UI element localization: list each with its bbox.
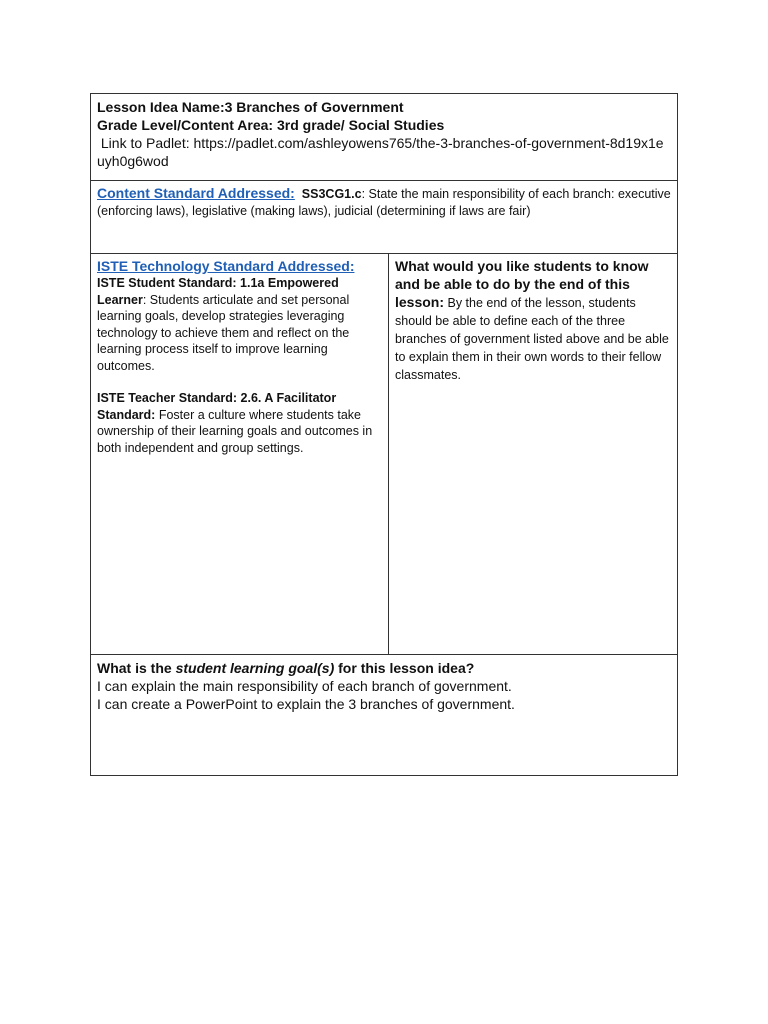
learning-goal-emphasis: student learning goal(s)	[175, 660, 335, 676]
lesson-plan-table	[90, 93, 678, 776]
learning-goal-cell	[91, 655, 678, 776]
iste-teacher-label: ISTE Teacher Standard: 2.6. A Facilitator Standard:	[97, 391, 337, 422]
content-standard-paragraph	[97, 185, 671, 219]
header-cell	[91, 94, 678, 181]
header-row	[91, 94, 678, 181]
objective-answer: By the end of the lesson, students should be able to define each of the three branches of government listed above and be able to explain them in their own words to their fellow classmates.	[395, 296, 669, 382]
iste-row	[91, 254, 678, 655]
iste-student-standard	[97, 275, 382, 374]
learning-goal-suffix: for this lesson idea?	[334, 660, 475, 676]
objective-cell	[389, 254, 678, 655]
grade-level-label: Grade Level/Content Area:	[97, 117, 274, 133]
objective-paragraph	[395, 258, 671, 384]
learning-goal-question	[97, 659, 671, 677]
lesson-name-value: 3 Branches of Government	[224, 99, 404, 115]
learning-goal-item: I can explain the main responsibility of each branch of government.	[97, 678, 512, 694]
iste-teacher-text: Foster a culture where students take ownership of their learning goals and outcomes in both independent and group settings.	[97, 407, 373, 455]
objective-question: What would you like students to know and be able to do by the end of this lesson:	[395, 258, 649, 310]
lesson-name-label: Lesson Idea Name:	[97, 99, 225, 115]
lesson-name-line	[97, 98, 671, 116]
iste-student-label: ISTE Student Standard: 1.1a Empowered Learner	[97, 276, 339, 307]
iste-heading[interactable]: ISTE Technology Standard Addressed:	[97, 258, 355, 274]
content-standard-code: SS3CG1.c	[301, 187, 362, 201]
grade-level-line	[97, 116, 671, 134]
iste-student-text: : Students articulate and set personal learning goals, develop strategies leveraging technology to achieve them and reflect on the learning process itself to improve learning outcomes.	[97, 292, 350, 373]
learning-goal-row	[91, 655, 678, 776]
iste-standard-cell	[91, 254, 389, 655]
padlet-link-label: Link to Padlet:	[100, 135, 190, 151]
content-standard-heading[interactable]: Content Standard Addressed:	[97, 185, 295, 201]
iste-heading-line	[97, 258, 382, 275]
learning-goal-item: I can create a PowerPoint to explain the 3 branches of government.	[97, 696, 515, 712]
content-standard-cell	[91, 181, 678, 254]
learning-goal-prefix: What is the	[97, 660, 176, 676]
content-standard-text: : State the main responsibility of each branch: executive (enforcing laws), legislative (making laws), judicial (determining if laws are fair)	[97, 187, 671, 218]
grade-level-value: 3rd grade/ Social Studies	[276, 117, 445, 133]
spacer	[97, 374, 382, 390]
padlet-link-line	[97, 134, 671, 170]
padlet-link-url[interactable]: https://padlet.com/ashleyowens765/the-3-branches-of-government-8d19x1euyh0g6wod	[97, 135, 664, 169]
iste-teacher-standard	[97, 390, 382, 456]
content-standard-row	[91, 181, 678, 254]
